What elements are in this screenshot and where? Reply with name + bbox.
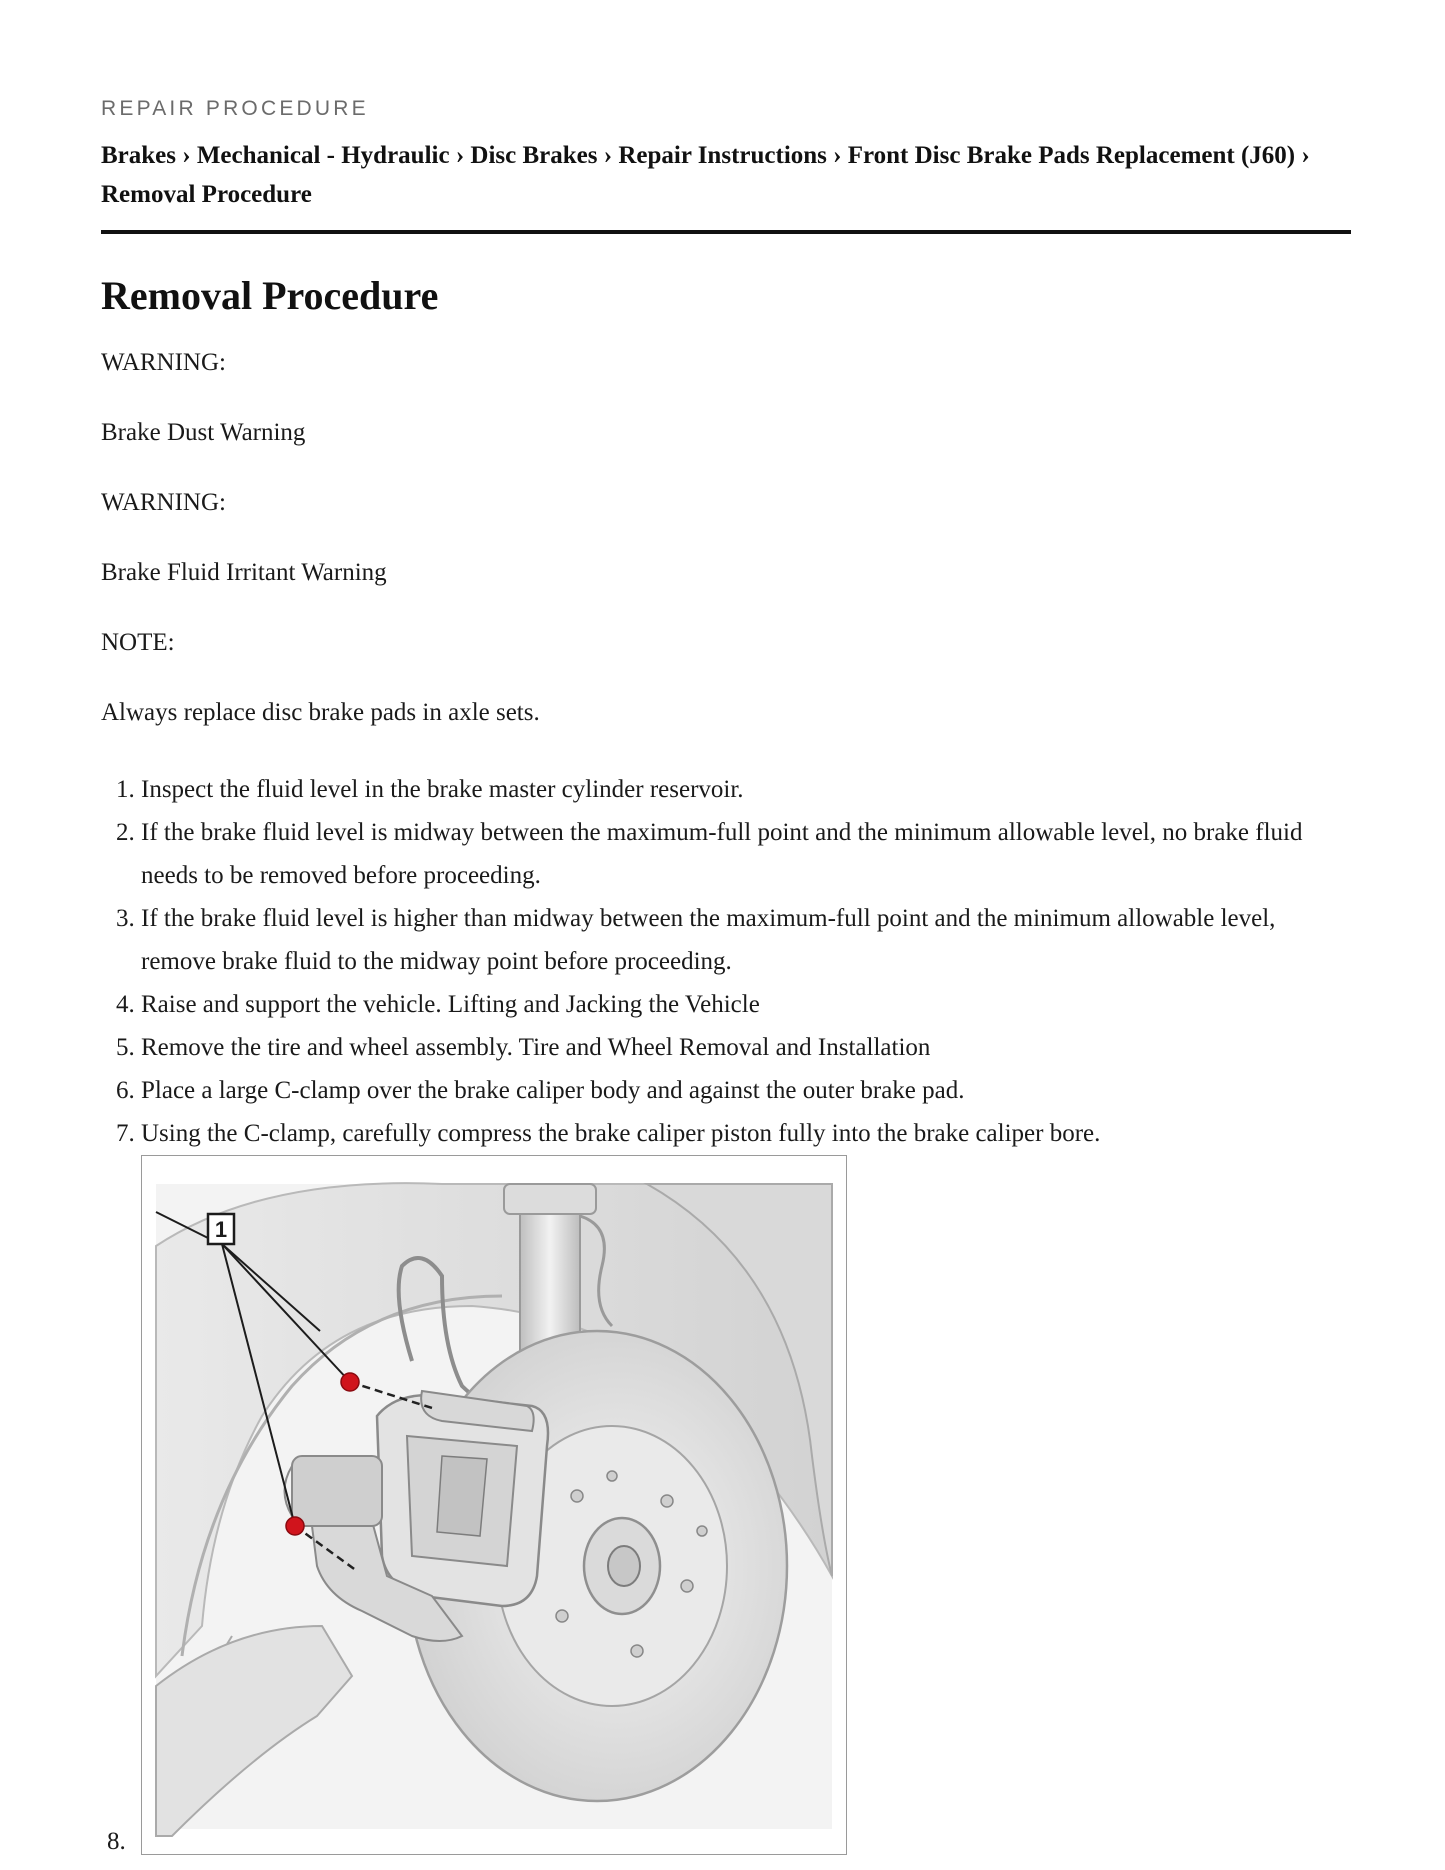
note-label: NOTE: — [101, 629, 175, 656]
step-item: 4. Raise and support the vehicle. Lifting and Jacking the Vehicle — [141, 983, 1351, 1026]
warning-text-brake-fluid[interactable]: Brake Fluid Irritant Warning — [101, 559, 387, 586]
brake-assembly-drawing — [142, 1156, 848, 1856]
breadcrumb-separator: › — [182, 142, 197, 169]
breadcrumb-separator: › — [603, 142, 619, 169]
step-item: 7. Using the C-clamp, carefully compress the brake caliper piston fully into the brake caliper bore. — [141, 1112, 1351, 1155]
step-item: 5. Remove the tire and wheel assembly. Tire and Wheel Removal and Installation — [141, 1026, 1351, 1069]
breadcrumb-separator: › — [455, 142, 471, 169]
breadcrumb-item-removal-procedure: Removal Procedure — [101, 181, 312, 208]
callout-number: 1 — [214, 1217, 228, 1242]
breadcrumb-item-brakes[interactable]: Brakes — [101, 142, 176, 169]
section-kicker: REPAIR PROCEDURE — [101, 97, 369, 120]
document-page — [101, 0, 1351, 1859]
warning-text-brake-dust[interactable]: Brake Dust Warning — [101, 419, 306, 446]
breadcrumb — [101, 136, 1351, 234]
page-title: Removal Procedure — [101, 273, 439, 318]
step-item: 1. Inspect the fluid level in the brake master cylinder reservoir. — [141, 768, 1351, 811]
procedure-steps — [101, 768, 1351, 1155]
breadcrumb-separator: › — [833, 142, 848, 169]
warning-label: WARNING: — [101, 489, 226, 516]
step-number: 8. — [107, 1828, 126, 1855]
step-item-figure — [107, 1155, 1351, 1859]
breadcrumb-item-repair-instructions[interactable]: Repair Instructions — [618, 142, 827, 169]
brake-caliper-illustration — [141, 1155, 847, 1855]
breadcrumb-separator: › — [1301, 142, 1310, 169]
note-text: Always replace disc brake pads in axle sets. — [101, 699, 540, 726]
lower-caliper-bolt-marker — [286, 1517, 304, 1535]
upper-caliper-bolt-marker — [341, 1373, 359, 1391]
breadcrumb-item-disc-brakes[interactable]: Disc Brakes — [470, 142, 598, 169]
breadcrumb-item-mechanical-hydraulic[interactable]: Mechanical - Hydraulic — [196, 142, 450, 169]
step-item: 6. Place a large C-clamp over the brake caliper body and against the outer brake pad. — [141, 1069, 1351, 1112]
step-item: 3. If the brake fluid level is higher than midway between the maximum-full point and the minimum allowable level, remove brake fluid to the midway point before proceeding. — [141, 897, 1351, 983]
breadcrumb-item-front-disc-brake-pads[interactable]: Front Disc Brake Pads Replacement (J60) — [847, 142, 1296, 169]
warning-label: WARNING: — [101, 349, 226, 376]
step-item: 2. If the brake fluid level is midway between the maximum-full point and the minimum allowable level, no brake fluid needs to be removed before proceeding. — [141, 811, 1351, 897]
